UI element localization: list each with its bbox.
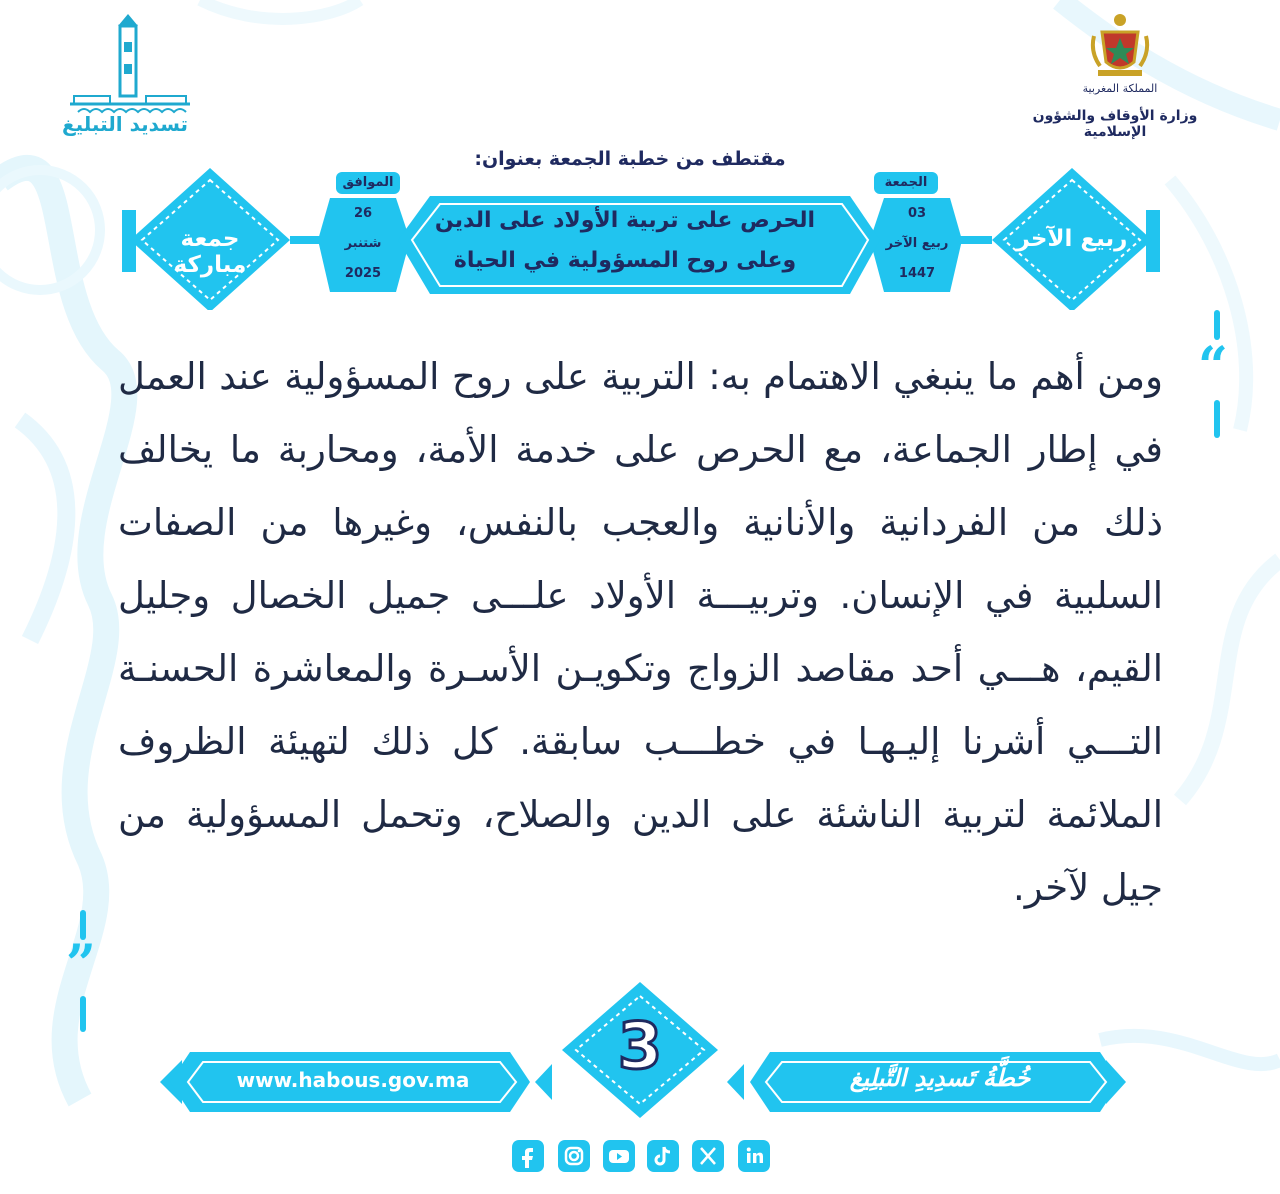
youtube-icon[interactable]: [603, 1140, 635, 1172]
page-number: 3: [617, 1010, 663, 1084]
greg-label: الموافق: [342, 175, 394, 190]
left-diamond-label: جمعة مباركة: [173, 226, 247, 278]
linkedin-icon[interactable]: [738, 1140, 770, 1172]
x-icon[interactable]: [692, 1140, 724, 1172]
sermon-title-line-1: الحرص على تربية الأولاد على الدين: [434, 208, 816, 233]
hijri-month: ربيع الآخر: [885, 236, 949, 251]
close-quote-icon: ”: [66, 934, 96, 995]
hijri-day: 03: [907, 206, 927, 221]
greg-month: شتنبر: [344, 236, 382, 251]
ministry-label: وزارة الأوقاف والشؤون الإسلامية: [1032, 108, 1198, 140]
greg-day: 26: [353, 206, 373, 221]
sermon-excerpt: ومن أهم ما ينبغي الاهتمام به: التربية على روح المسؤولية عند العمل في إطار الجماعة، مع الحرص على خدمة الأمة، ومحاربة ما يخالف ذلك من الفردانية والأنانية والعجب بالنفس، وغيرها من الصفات السلبية في الإنسان. وتربيـــة الأولاد علـــى جميل الخصال وجليل القيم، هـــي أحد مقاصد الزواج وتكويـن الأسـرة والمعاشرة الحسنـة التـــي أشرنا إليـهـا في خطـــب سابقة. كل ذلك لتهيئة الظروف الملائمة لتربية الناشئة على الدين والصلاح، وتحمل المسؤولية من جيل لآخر.: [118, 355, 1163, 909]
logo-text: تسديد التبليغ: [61, 112, 189, 136]
coat-of-arms-icon: [1088, 12, 1152, 78]
facebook-icon[interactable]: [512, 1140, 544, 1172]
website-link[interactable]: www.habous.gov.ma: [236, 1068, 470, 1092]
kingdom-label: المملكة المغربية: [1082, 82, 1158, 95]
open-quote-icon: “: [1198, 336, 1228, 397]
excerpt-title: مقتطف من خطبة الجمعة بعنوان:: [474, 148, 786, 170]
tiktok-icon[interactable]: [647, 1140, 679, 1172]
greg-year: 2025: [344, 266, 382, 281]
right-diamond-label: ربيع الآخر: [1016, 226, 1128, 252]
sermon-title-line-2: وعلى روح المسؤولية في الحياة: [453, 248, 797, 273]
instagram-icon[interactable]: [558, 1140, 590, 1172]
plan-label: خُطَّةُ تَسدِيدِ التَّبلِيغ: [849, 1064, 1031, 1092]
quote-bar-top-2: [1214, 400, 1220, 438]
hijri-year: 1447: [898, 266, 936, 281]
hijri-label: الجمعة: [884, 175, 928, 190]
